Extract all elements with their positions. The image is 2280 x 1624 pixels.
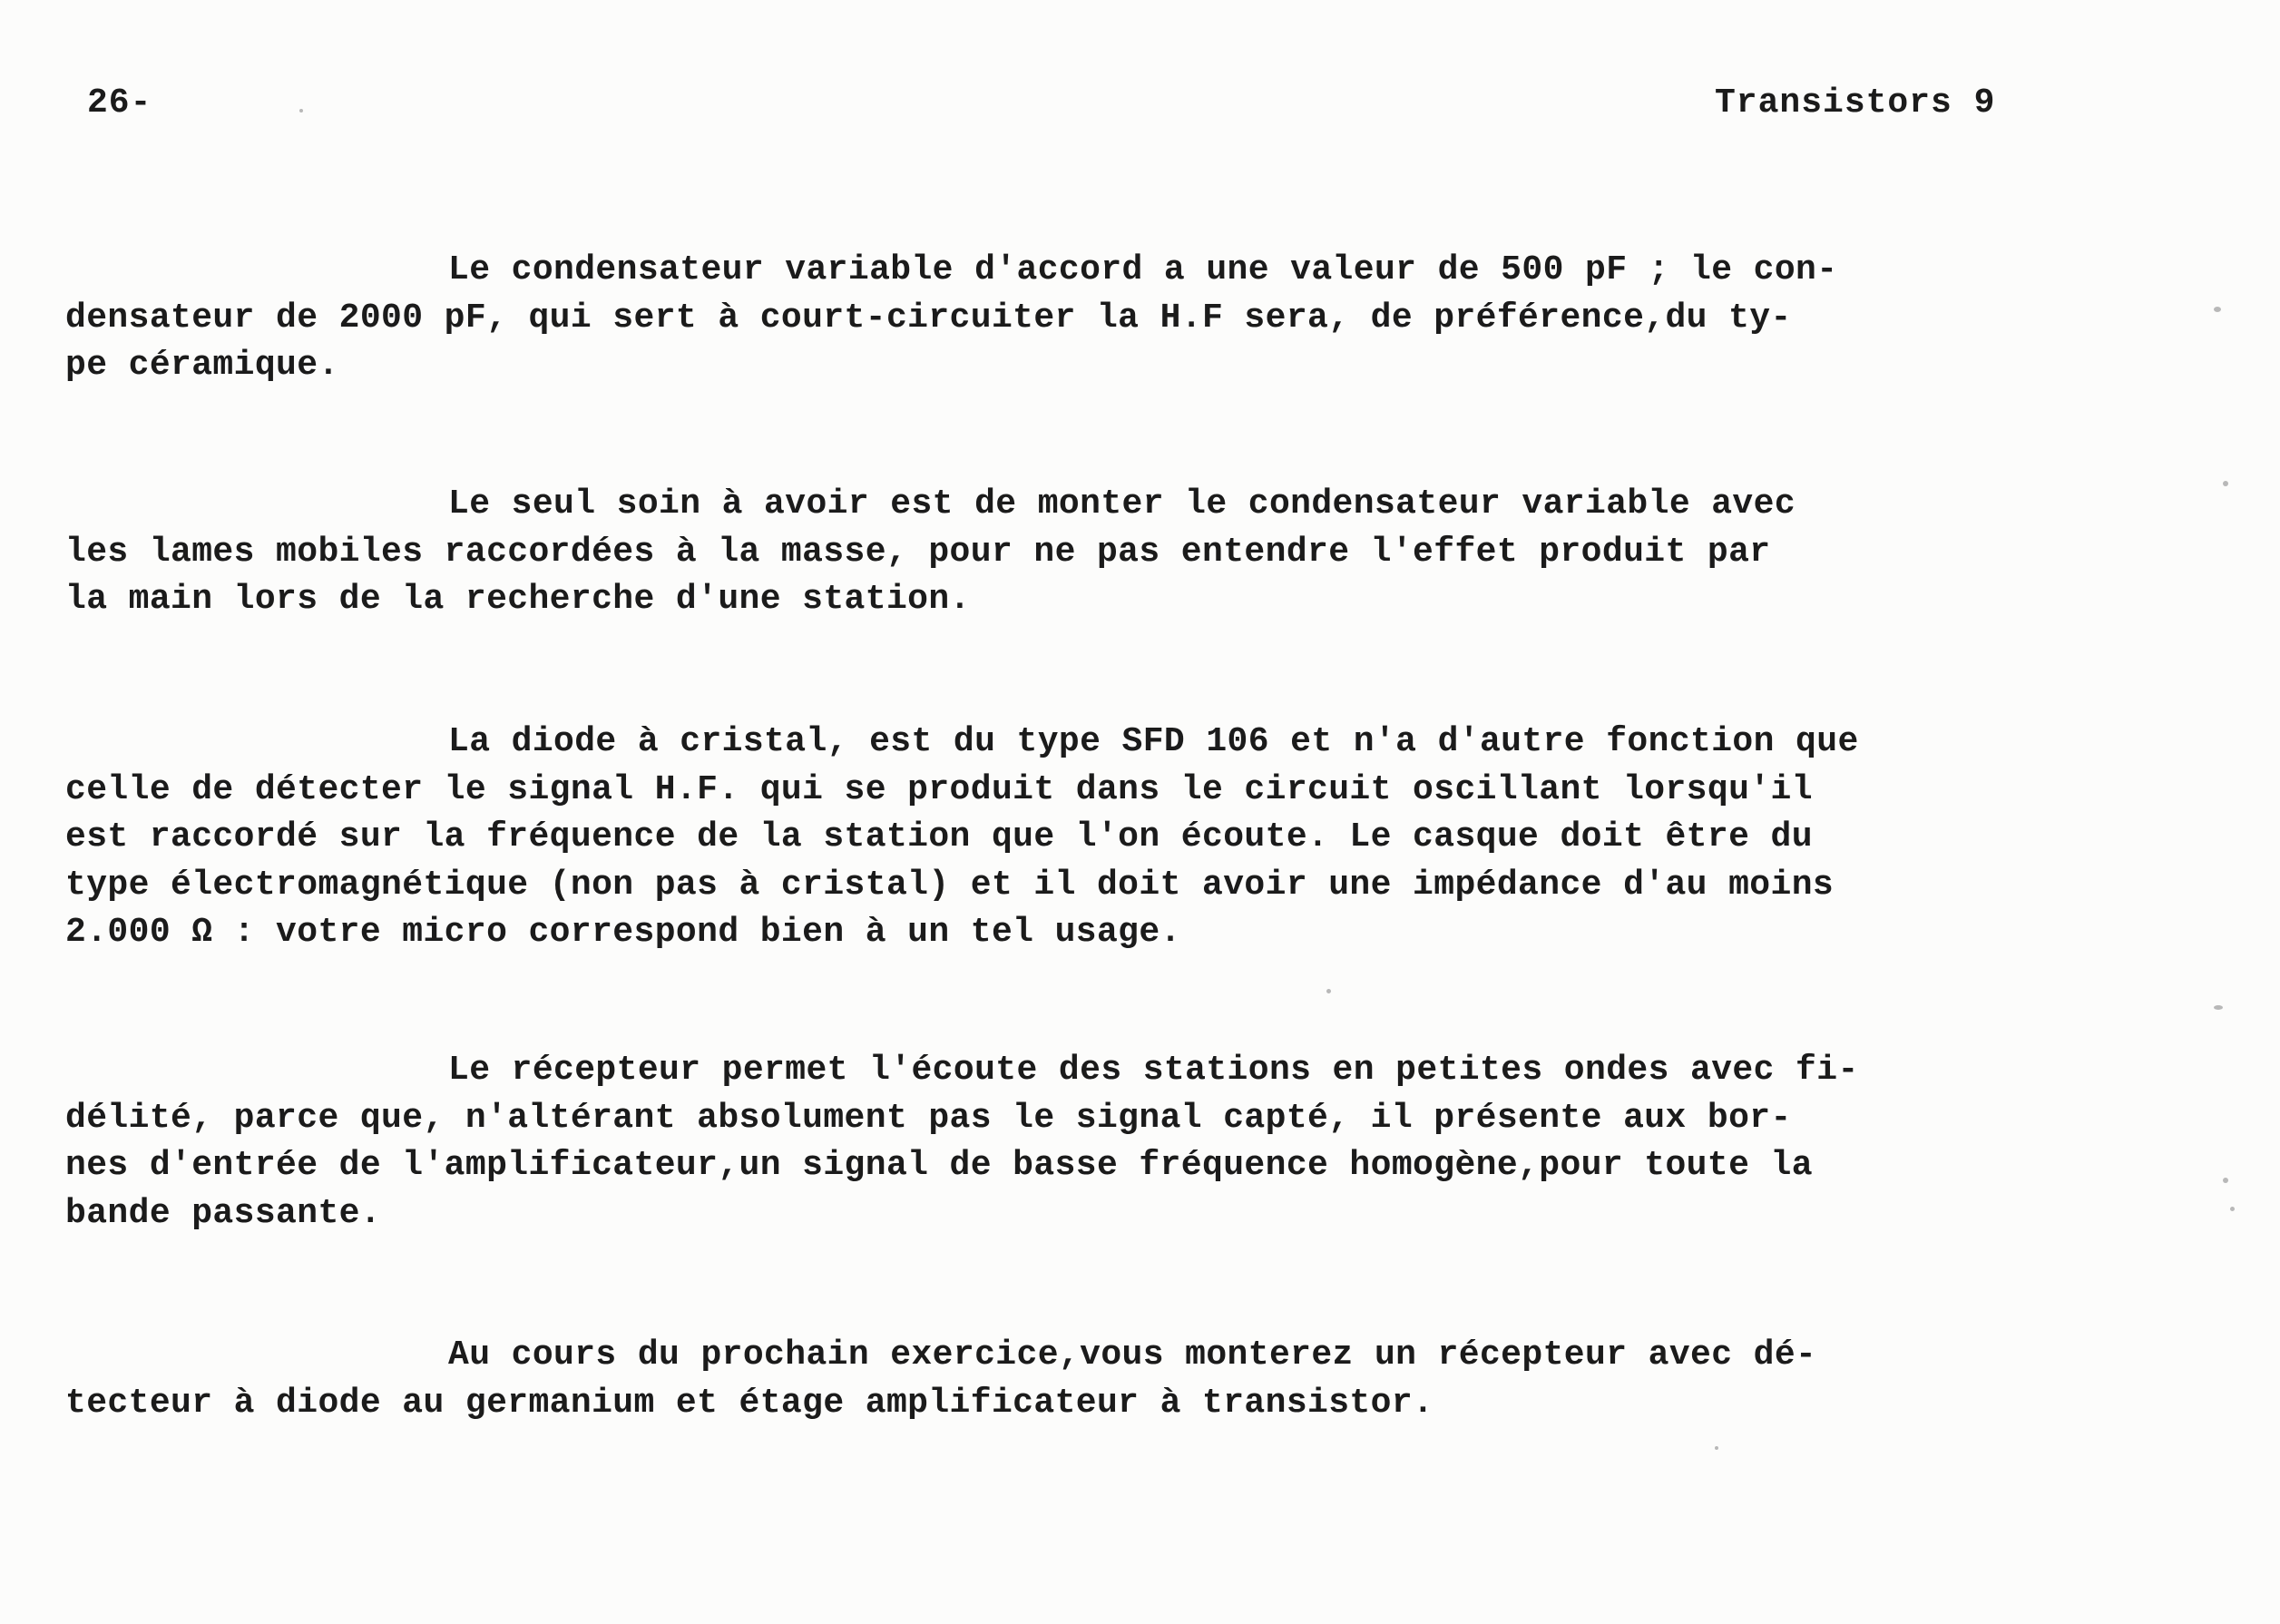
- paragraph-line: pe céramique.: [65, 346, 339, 385]
- scan-speck: [2223, 1178, 2228, 1183]
- paragraph-2: [65, 481, 2152, 624]
- paragraph-line: densateur de 2000 pF, qui sert à court-circuiter la H.F sera, de préférence,du ty-: [65, 298, 1792, 338]
- scan-speck: [2214, 1005, 2223, 1010]
- paragraph-line: la main lors de la recherche d'une station.: [65, 580, 971, 619]
- paragraph-line: bande passante.: [65, 1193, 382, 1233]
- paragraph-line: est raccordé sur la fréquence de la station que l'on écoute. Le casque doit être du: [65, 817, 1813, 856]
- page-number: 26-: [87, 83, 152, 122]
- paragraph-4: [65, 1047, 2152, 1238]
- paragraph-3: [65, 719, 2152, 957]
- scan-speck: [2230, 1207, 2235, 1211]
- paragraph-1: [65, 247, 2152, 390]
- paragraph-line: tecteur à diode au germanium et étage amplificateur à transistor.: [65, 1383, 1434, 1423]
- scan-speck: [1326, 989, 1331, 993]
- paragraph-line: celle de détecter le signal H.F. qui se produit dans le circuit oscillant lorsqu'il: [65, 769, 1813, 809]
- paragraph-line: Au cours du prochain exercice,vous monterez un récepteur avec dé-: [448, 1335, 1817, 1375]
- scan-speck: [2223, 481, 2228, 486]
- scan-speck: [299, 109, 303, 113]
- paragraph-line: Le seul soin à avoir est de monter le condensateur variable avec: [448, 484, 1796, 523]
- paragraph-line: 2.000 Ω : votre micro correspond bien à un tel usage.: [65, 913, 1181, 952]
- paragraph-5: [65, 1332, 2152, 1427]
- paragraph-line: Le condensateur variable d'accord a une valeur de 500 pF ; le con-: [448, 250, 1838, 289]
- paragraph-line: type électromagnétique (non pas à cristal) et il doit avoir une impédance d'au moins: [65, 865, 1835, 905]
- paragraph-line: Le récepteur permet l'écoute des stations en petites ondes avec fi-: [448, 1051, 1859, 1090]
- paragraph-line: délité, parce que, n'altérant absolument pas le signal capté, il présente aux bor-: [65, 1098, 1792, 1138]
- paragraph-line: nes d'entrée de l'amplificateur,un signal de basse fréquence homogène,pour toute la: [65, 1146, 1813, 1185]
- page-header-title: Transistors 9: [1715, 83, 1996, 122]
- scan-speck: [1715, 1446, 1718, 1450]
- paragraph-line: La diode à cristal, est du type SFD 106 et n'a d'autre fonction que: [448, 722, 1859, 761]
- paragraph-line: les lames mobiles raccordées à la masse, pour ne pas entendre l'effet produit par: [65, 532, 1771, 572]
- scan-speck: [2214, 307, 2221, 312]
